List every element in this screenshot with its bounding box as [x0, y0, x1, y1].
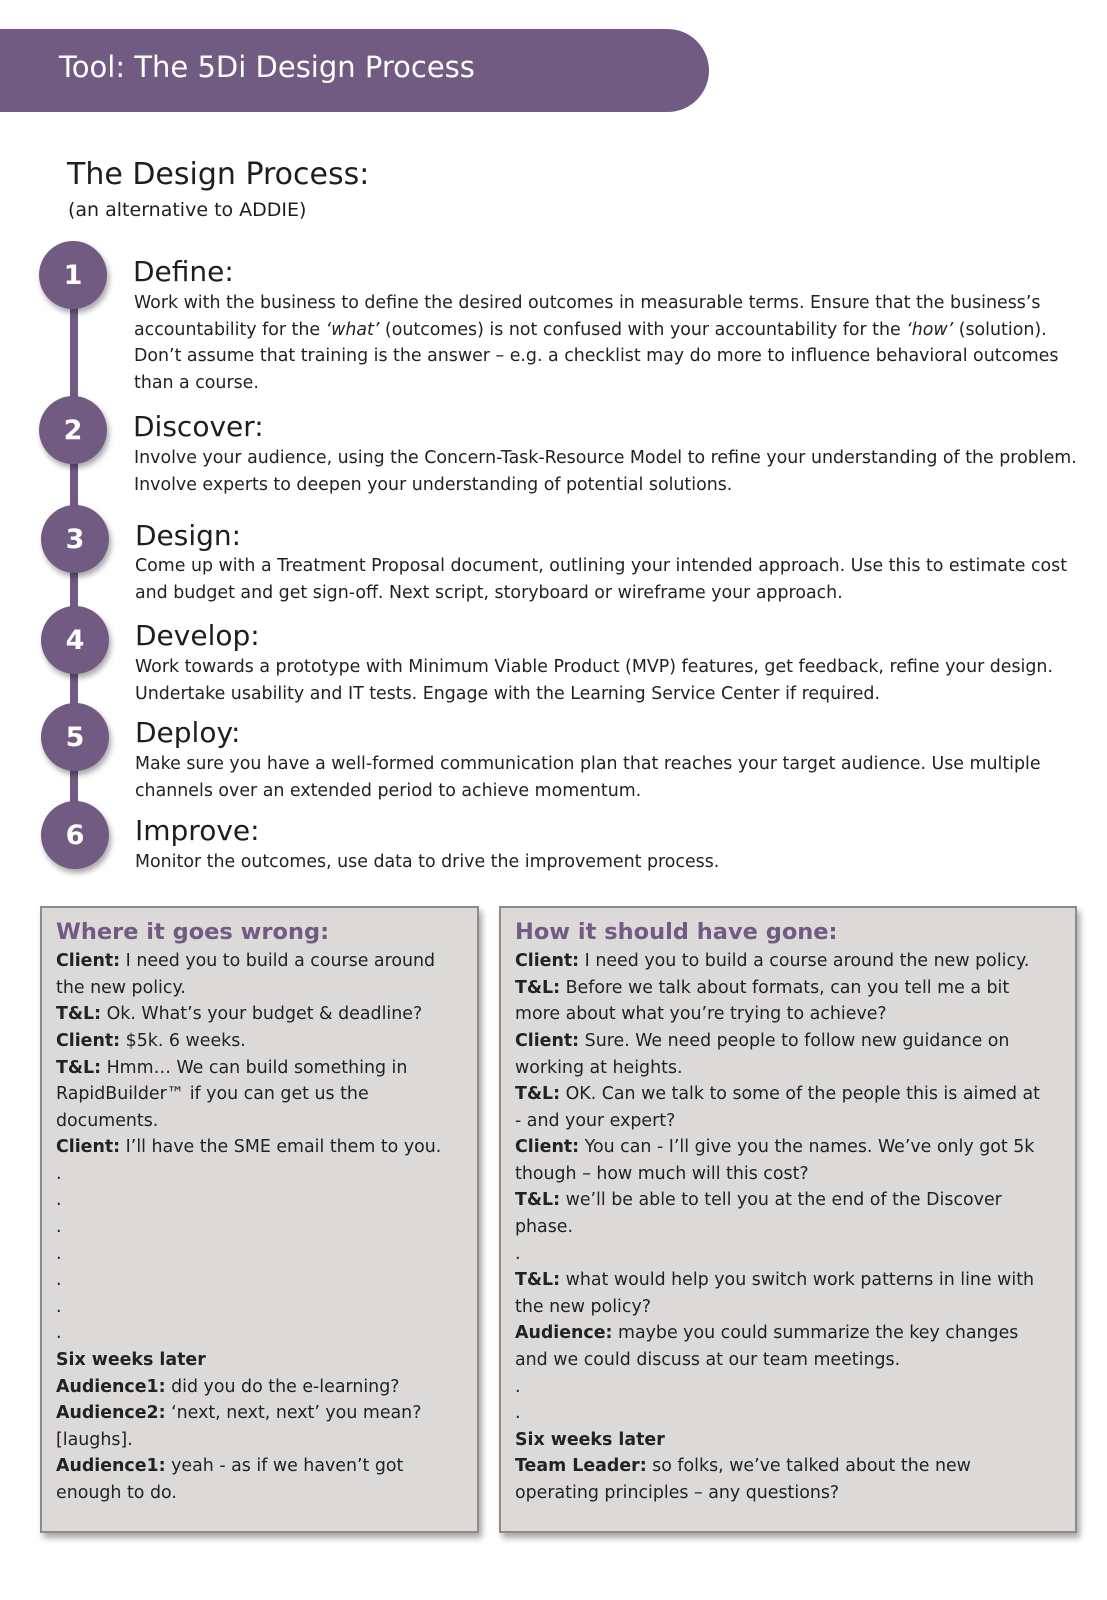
dialogue-line: . — [515, 1376, 521, 1397]
dialogue-line: Team Leader: so folks, we’ve talked about the new — [515, 1456, 971, 1477]
section-heading: The Design Process: — [67, 157, 370, 192]
dialogue-line: . — [515, 1243, 521, 1264]
dialogue-line: . — [56, 1163, 62, 1184]
dialogue-line: documents. — [56, 1110, 159, 1131]
dialogue-line: . — [56, 1190, 62, 1211]
how-it-should-have-gone-panel — [499, 906, 1077, 1533]
dialogue-line: the new policy. — [56, 977, 186, 998]
dialogue-line: working at heights. — [515, 1057, 683, 1078]
dialogue-line: T&L: what would help you switch work patterns in line with — [515, 1270, 1035, 1291]
dialogue-line: more about what you’re trying to achieve? — [515, 1004, 887, 1025]
dialogue-line: - and your expert? — [515, 1110, 676, 1131]
dialogue-line: Audience1: yeah - as if we haven’t got — [56, 1456, 404, 1477]
dialogue-line: though – how much will this cost? — [515, 1163, 809, 1184]
step-3-body: Come up with a Treatment Proposal document, outlining your intended approach. Use this to estimate cost and budget and get sign-off. Next script, storyboard or wireframe your approach. — [135, 556, 1068, 603]
step-4-body: Work towards a prototype with Minimum Viable Product (MVP) features, get feedback, refine your design. Undertake usability and IT tests. Engage with the Learning Service Center if required. — [135, 657, 1053, 704]
step-1-title: Define: — [133, 255, 234, 288]
dialogue-line: . — [56, 1217, 62, 1238]
dialogue-line: T&L: Ok. What’s your budget & deadline? — [56, 1004, 423, 1025]
dialogue-line: T&L: Before we talk about formats, can you tell me a bit — [515, 977, 1010, 998]
where-it-goes-wrong-dialogue — [56, 948, 463, 1506]
dialogue-line: . — [515, 1403, 521, 1424]
step-1-badge: 1 — [39, 241, 107, 309]
step-2-title: Discover: — [133, 410, 264, 443]
step-6-badge: 6 — [41, 801, 109, 869]
dialogue-line: Six weeks later — [515, 1429, 665, 1450]
dialogue-line: Client: You can - I’ll give you the names. We’ve only got 5k — [515, 1137, 1035, 1158]
dialogue-line: Audience1: did you do the e-learning? — [56, 1376, 400, 1397]
where-it-goes-wrong-panel — [40, 906, 479, 1533]
dialogue-line: Client: I need you to build a course around the new policy. — [515, 951, 1030, 972]
how-it-should-have-gone-dialogue — [515, 948, 1061, 1506]
dialogue-line: Audience2: ‘next, next, next’ you mean? — [56, 1403, 422, 1424]
dialogue-line: [laughs]. — [56, 1429, 133, 1450]
dialogue-line: Audience: maybe you could summarize the key changes — [515, 1323, 1019, 1344]
dialogue-line: T&L: OK. Can we talk to some of the people this is aimed at — [515, 1084, 1041, 1105]
step-5-title: Deploy: — [135, 716, 241, 749]
step-6-title: Improve: — [135, 814, 260, 847]
step-3-badge: 3 — [41, 505, 109, 573]
dialogue-line: and we could discuss at our team meetings. — [515, 1350, 901, 1371]
dialogue-line: T&L: Hmm… We can build something in — [56, 1057, 408, 1078]
step-3-title: Design: — [135, 519, 242, 552]
step-4-badge: 4 — [41, 606, 109, 674]
dialogue-line: T&L: we’ll be able to tell you at the end of the Discover — [515, 1190, 1002, 1211]
step-1-body: Work with the business to define the desired outcomes in measurable terms. Ensure that the business’s accountability for the ‘what’ (outcomes) is not confused with your accountability for the ‘how’ (solution). Don’t assume that training is the answer – e.g. a checklist may do more to influence behavioral outcomes than a course. — [134, 293, 1059, 393]
dialogue-line: RapidBuilder™ if you can get us the — [56, 1084, 369, 1105]
dialogue-line: enough to do. — [56, 1483, 177, 1503]
dialogue-line: phase. — [515, 1217, 574, 1238]
dialogue-line: . — [56, 1323, 62, 1344]
dialogue-line: the new policy? — [515, 1296, 651, 1317]
step-5-body: Make sure you have a well-formed communication plan that reaches your target audience. Use multiple channels over an extended period to achieve momentum. — [135, 754, 1041, 801]
step-6-body: Monitor the outcomes, use data to drive the improvement process. — [135, 852, 720, 872]
dialogue-line: Client: Sure. We need people to follow new guidance on — [515, 1030, 1010, 1051]
where-it-goes-wrong-title: Where it goes wrong: — [56, 919, 330, 945]
section-subheading: (an alternative to ADDIE) — [68, 199, 307, 221]
step-4-title: Develop: — [135, 619, 260, 652]
dialogue-line: . — [56, 1243, 62, 1264]
banner-title: Tool: The 5Di Design Process — [59, 50, 475, 84]
dialogue-line: Client: $5k. 6 weeks. — [56, 1030, 246, 1051]
dialogue-line: Client: I’ll have the SME email them to you. — [56, 1137, 442, 1158]
step-5-badge: 5 — [41, 703, 109, 771]
dialogue-line: operating principles – any questions? — [515, 1483, 840, 1503]
dialogue-line: Six weeks later — [56, 1350, 206, 1371]
step-2-badge: 2 — [39, 396, 107, 464]
dialogue-line: . — [56, 1270, 62, 1291]
how-it-should-have-gone-title: How it should have gone: — [515, 919, 838, 945]
dialogue-line: . — [56, 1296, 62, 1317]
dialogue-line: Client: I need you to build a course around — [56, 951, 436, 972]
step-2-body: Involve your audience, using the Concern-Task-Resource Model to refine your understanding of the problem. Involve experts to deepen your understanding of potential solutions. — [134, 448, 1077, 495]
